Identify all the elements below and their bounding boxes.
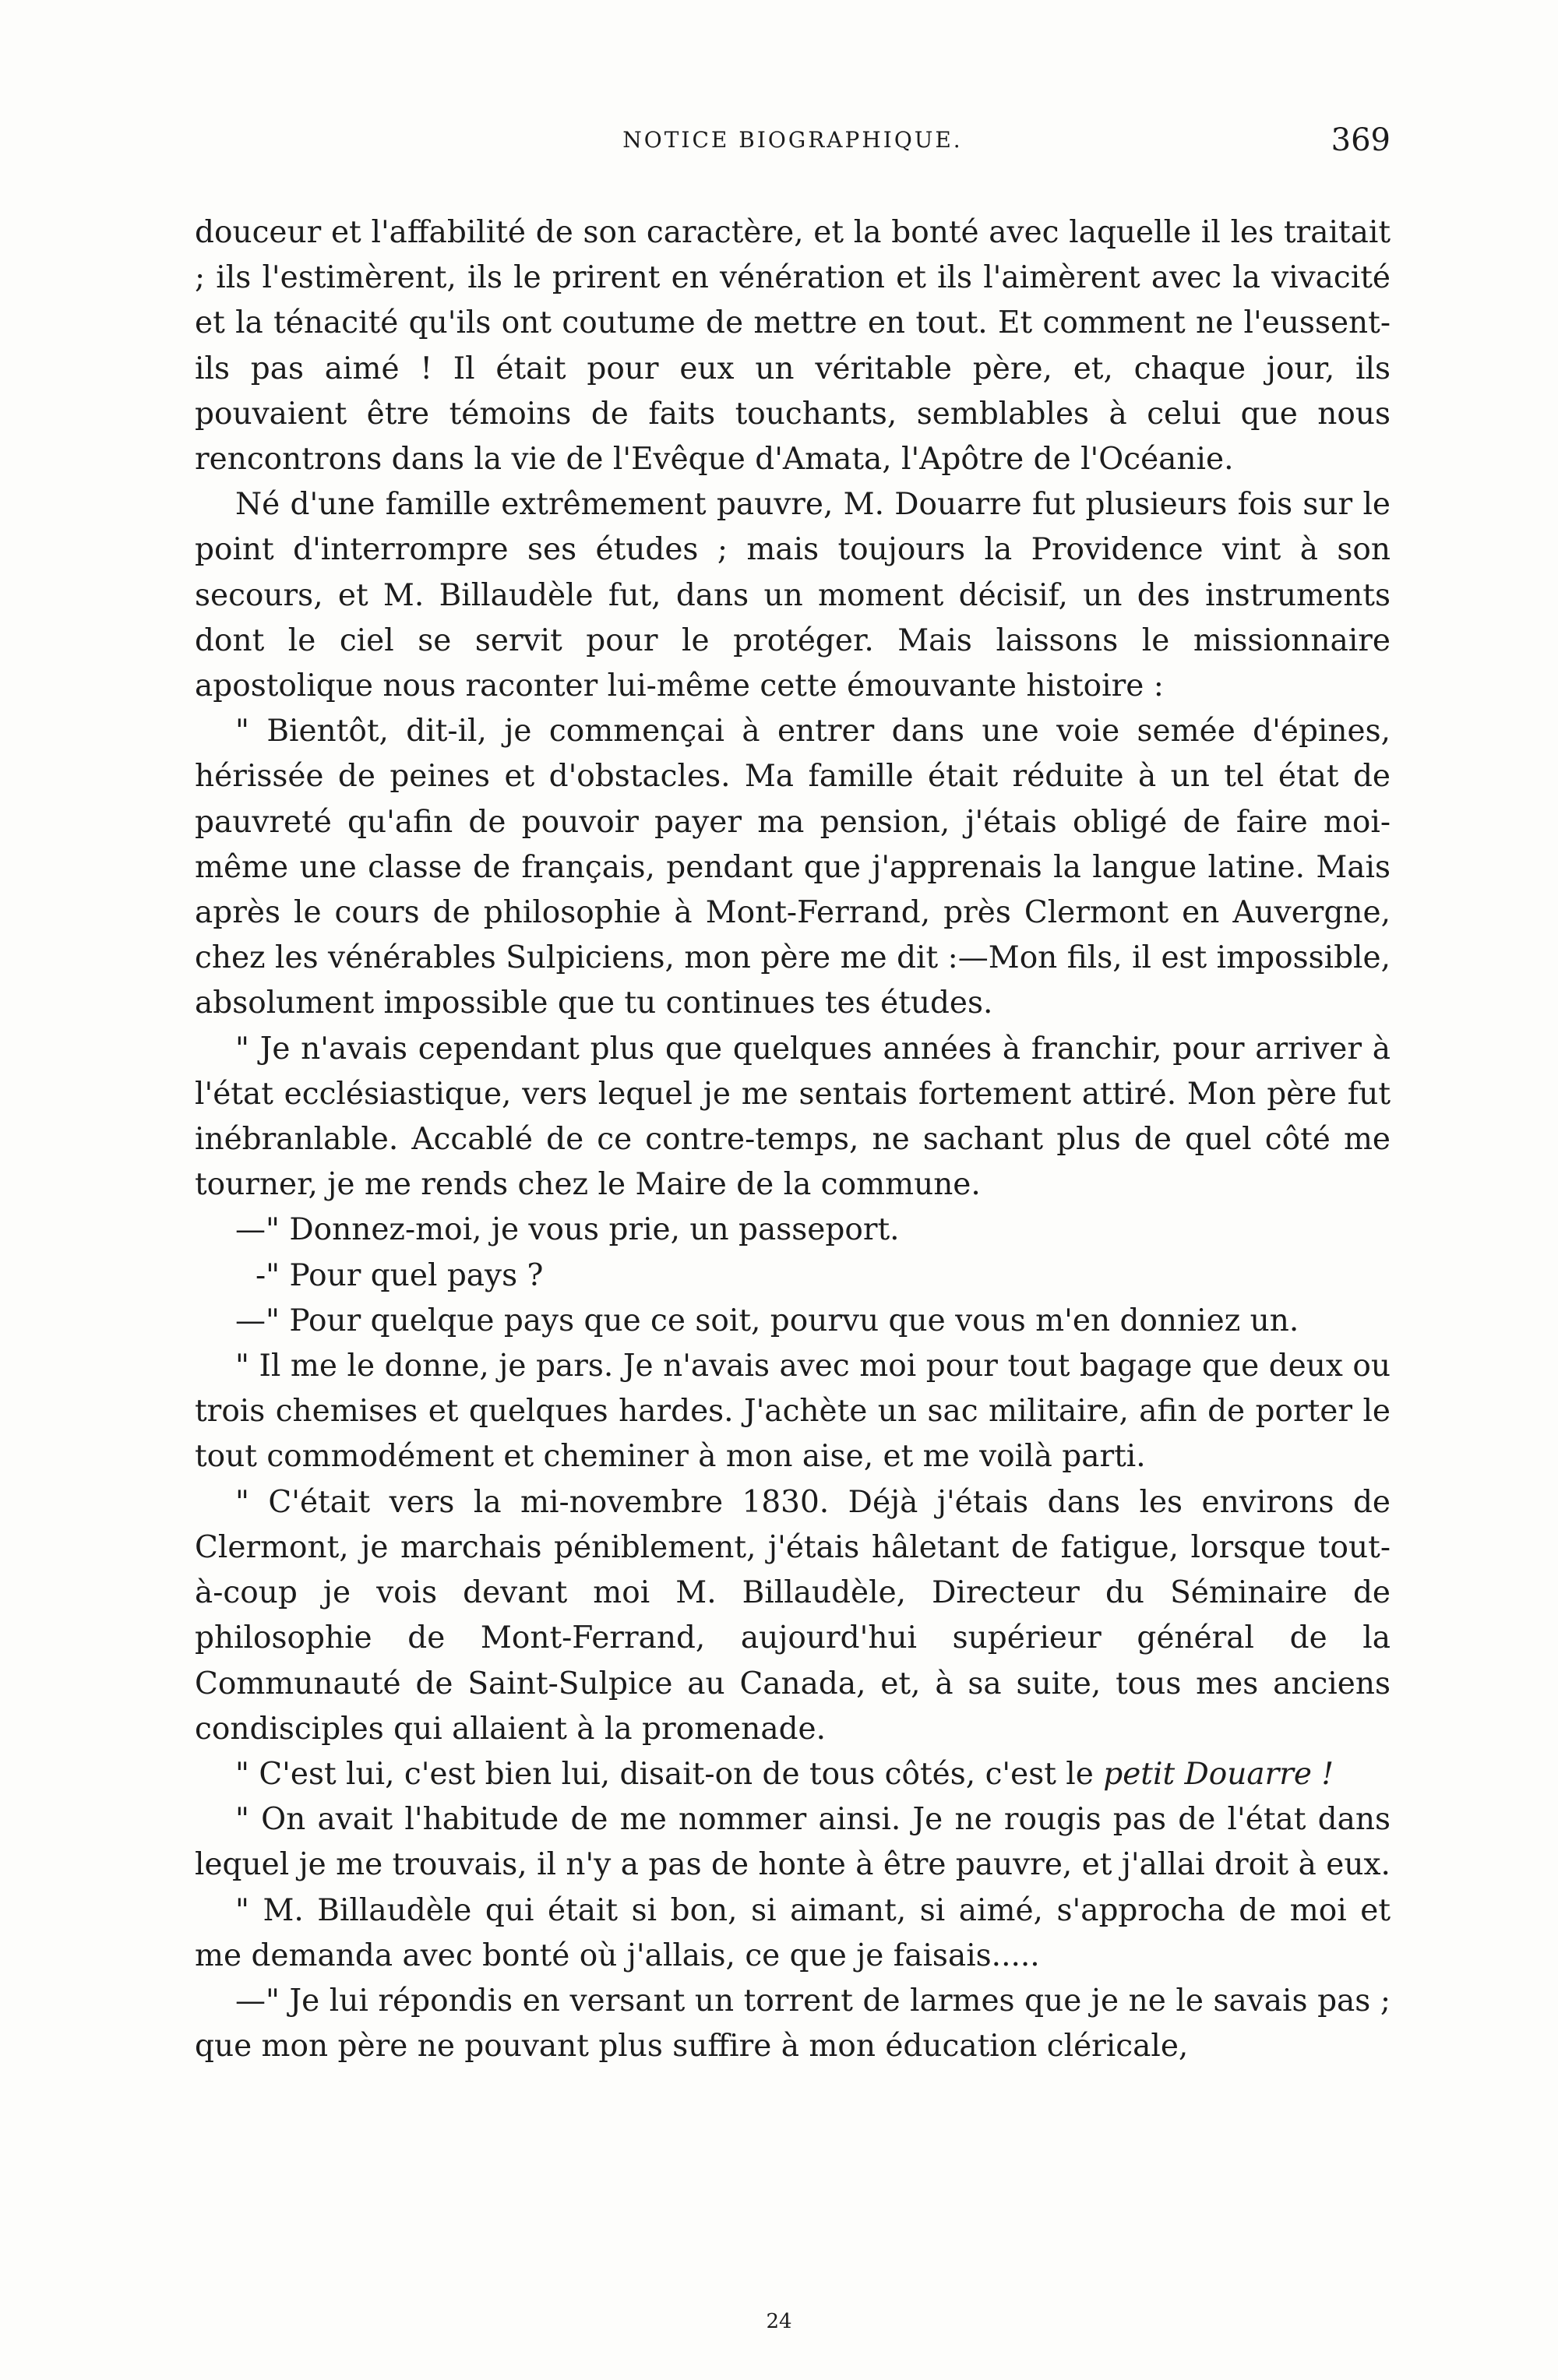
paragraph: " On avait l'habitude de me nommer ainsi. Je ne rougis pas de l'état dans lequel je me trouvais, il n'y a pas de honte à être pauvre, et j'allai droit à eux.	[195, 1802, 1391, 1883]
body-text	[195, 210, 1391, 2069]
dialogue-line: -" Pour quel pays ?	[256, 1257, 544, 1293]
running-title: NOTICE BIOGRAPHIQUE.	[622, 127, 963, 153]
dialogue-line: —" Pour quelque pays que ce soit, pourvu que vous m'en donniez un.	[235, 1303, 1299, 1338]
paragraph: " Il me le donne, je pars. Je n'avais avec moi pour tout bagage que deux ou trois chemises et quelques hardes. J'achète un sac militaire, afin de porter le tout commodément et cheminer à mon aise, et me voilà parti.	[195, 1349, 1391, 1475]
paragraph: —" Je lui répondis en versant un torrent de larmes que je ne le savais pas ; que mon père ne pouvant plus suffire à mon éducation cléricale,	[195, 1983, 1391, 2064]
running-head	[195, 117, 1391, 164]
paragraph: Né d'une famille extrêmement pauvre, M. Douarre fut plusieurs fois sur le point d'interrompre ses études ; mais toujours la Providence vint à son secours, et M. Billaudèle fut, dans un moment décisif, un des instruments dont le ciel se servit pour le protéger. Mais laissons le missionnaire apostolique nous raconter lui-même cette émouvante histoire :	[195, 487, 1391, 704]
paragraph: " M. Billaudèle qui était si bon, si aimant, si aimé, s'approcha de moi et me demanda avec bonté où j'allais, ce que je faisais.....	[195, 1892, 1391, 1973]
paragraph: " C'était vers la mi-novembre 1830. Déjà j'étais dans les environs de Clermont, je marchais péniblement, j'étais hâletant de fatigue, lorsque tout-à-coup je vois devant moi M. Billaudèle, Directeur du Séminaire de philosophie de Mont-Ferrand, aujourd'hui supérieur général de la Communauté de Saint-Sulpice au Canada, et, à sa suite, tous mes anciens condisciples qui allaient à la promenade.	[195, 1484, 1391, 1747]
paragraph: " Je n'avais cependant plus que quelques années à franchir, pour arriver à l'état ecclésiastique, vers lequel je me sentais fortement attiré. Mon père fut inébranlable. Accablé de ce contre-temps, ne sachant plus de quel côté me tourner, je me rends chez le Maire de la commune.	[195, 1031, 1391, 1203]
page-number: 369	[1331, 122, 1391, 158]
paragraph: " Bientôt, dit-il, je commençai à entrer dans une voie semée d'épines, hérissée de peines et d'obstacles. Ma famille était réduite à un tel état de pauvreté qu'afin de pouvoir payer ma pension, j'étais obligé de faire moi-même une classe de français, pendant que j'apprenais la langue latine. Mais après le cours de philosophie à Mont-Ferrand, près Clermont en Auvergne, chez les vénérables Sulpiciens, mon père me dit :—Mon fils, il est impossible, absolument impossible que tu continues tes études.	[195, 714, 1391, 1021]
paragraph: douceur et l'affabilité de son caractère, et la bonté avec laquelle il les traitait ; ils l'estimèrent, ils le prirent en vénération et ils l'aimèrent avec la vivacité et la ténacité qu'ils ont coutume de mettre en tout. Et comment ne l'eussent-ils pas aimé ! Il était pour eux un véritable père, et, chaque jour, ils pouvaient être témoins de faits touchants, semblables à celui que nous rencontrons dans la vie de l'Evêque d'Amata, l'Apôtre de l'Océanie.	[195, 215, 1391, 478]
paragraph	[195, 1752, 1391, 1797]
dialogue-line: —" Donnez-moi, je vous prie, un passeport.	[235, 1212, 900, 1248]
signature-mark: 24	[766, 2310, 792, 2333]
quote-emphasis: petit Douarre !	[1103, 1756, 1334, 1792]
quote-text: " C'est lui, c'est bien lui, disait-on de tous côtés, c'est le	[235, 1756, 1104, 1792]
